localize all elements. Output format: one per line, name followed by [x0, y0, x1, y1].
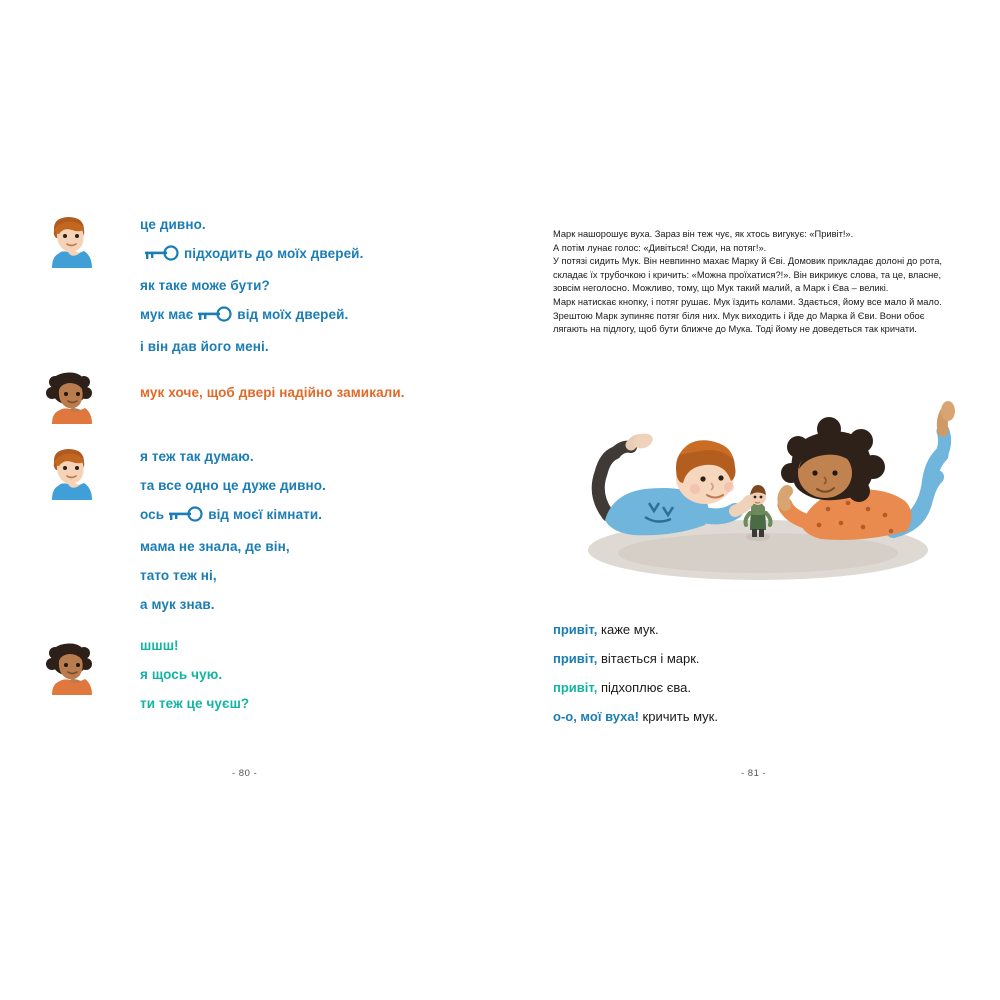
speech-line: тато теж ні,	[140, 568, 217, 583]
narrative-paragraph: У потязі сидить Мук. Він невпинно махає Марку й Єві. Домовик прикладає долоні до рота, складає їх трубочкою і кричить: «Можна проїхатися?!». Він викрикує слова, та це, власне, зовсім неголосно. Можливо, тому, що Мук такий малий, а Марк і Єва – великі.	[553, 256, 942, 294]
speech-line-text: від моєї кімнати.	[208, 507, 323, 522]
dialog-rest: вітається і марк.	[597, 651, 700, 666]
key-icon	[143, 242, 181, 271]
speech-line: це дивно.	[140, 217, 206, 232]
dialog-line	[553, 673, 953, 702]
speech-line: та все одно це дуже дивно.	[140, 478, 326, 493]
speech-line: як таке може бути?	[140, 278, 270, 293]
speech-lines	[140, 366, 480, 407]
illustration	[553, 385, 963, 595]
page-number-left: - 80 -	[232, 768, 258, 779]
speech-block	[40, 631, 480, 731]
dialog-rest: каже мук.	[597, 622, 659, 637]
speech-line-with-key	[140, 239, 480, 271]
speech-line: шшш!	[140, 638, 179, 653]
speech-block	[40, 442, 480, 627]
dialog-line	[553, 644, 953, 673]
speech-line: ти теж це чуєш?	[140, 696, 250, 711]
page-number-right: - 81 -	[741, 768, 767, 779]
speech-lines	[140, 210, 480, 361]
speech-block	[40, 210, 480, 362]
dialog-line	[553, 702, 953, 731]
dialog-speaker-word: привіт,	[553, 622, 598, 637]
speech-lines	[140, 442, 480, 619]
speech-line-text: від моїх дверей.	[237, 307, 349, 322]
boy-avatar	[40, 442, 98, 500]
speech-line-prefix: ось	[140, 507, 165, 522]
left-page	[40, 210, 480, 810]
right-page-narrative	[553, 228, 953, 337]
speech-line-text: підходить до моїх дверей.	[184, 246, 364, 261]
narrative-paragraph: Марк нашорошує вуха. Зараз він теж чує, як хтось вигукує: «Привіт!».	[553, 229, 854, 239]
boy-avatar	[40, 210, 98, 268]
speech-line-prefix: мук має	[140, 307, 194, 322]
speech-line: мама не знала, де він,	[140, 539, 290, 554]
speech-line: мук хоче, щоб двері надійно замикали.	[140, 385, 405, 400]
girl-avatar	[40, 637, 98, 695]
dialog-rest: кричить мук.	[638, 709, 718, 724]
speech-block	[40, 366, 480, 438]
speech-line-with-key	[140, 300, 480, 332]
key-icon	[167, 503, 205, 532]
dialog-speaker-word: привіт,	[553, 680, 598, 695]
narrative-paragraph: Марк натискає кнопку, і потяг рушає. Мук їздить колами. Здається, йому все мало й мало. Зрештою Марк зупиняє потяг біля них. Мук виходить і йде до Марка й Єви. Вони обоє лягають на підлогу, щоб бути ближче до Мука. Тоді йому не доведеться так кричати.	[553, 296, 942, 335]
dialog-rest: підхоплює єва.	[597, 680, 691, 695]
dialog-speaker-word: привіт,	[553, 651, 598, 666]
dialog-line	[553, 615, 953, 644]
right-page-dialog	[553, 615, 953, 731]
speech-line: а мук знав.	[140, 597, 215, 612]
speech-line: і він дав його мені.	[140, 339, 269, 354]
speech-lines	[140, 631, 480, 718]
speech-line-with-key	[140, 500, 480, 532]
speech-line: я теж так думаю.	[140, 449, 254, 464]
speech-line: я щось чую.	[140, 667, 223, 682]
girl-avatar	[40, 366, 98, 424]
key-icon	[196, 303, 234, 332]
narrative-paragraph: А потім лунає голос: «Дивіться! Сюди, на потяг!».	[553, 242, 767, 253]
dialog-speaker-word: о-о, мої вуха!	[553, 709, 639, 724]
